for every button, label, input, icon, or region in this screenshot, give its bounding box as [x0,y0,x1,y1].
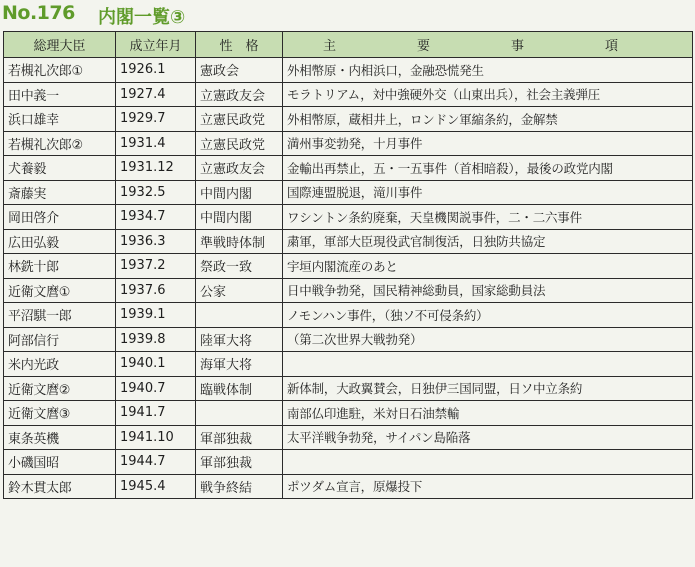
table-row [4,327,693,352]
character-cell: 陸軍大将 [196,327,283,352]
established-date-cell: 1936.3 [116,229,196,254]
established-date-cell: 1941.7 [116,401,196,426]
main-events-cell: 南部仏印進駐，米対日石油禁輸 [283,401,693,426]
established-date-cell: 1944.7 [116,450,196,475]
prime-minister-cell: 米内光政 [4,352,116,377]
established-date-cell: 1945.4 [116,474,196,499]
established-date-cell: 1939.8 [116,327,196,352]
established-date-cell: 1941.10 [116,425,196,450]
cabinet-table [3,31,693,499]
character-cell: 立憲民政党 [196,131,283,156]
main-events-cell: 粛軍，軍部大臣現役武官制復活，日独防共協定 [283,229,693,254]
established-date-cell: 1940.7 [116,376,196,401]
character-cell: 立憲民政党 [196,107,283,132]
character-cell: 海軍大将 [196,352,283,377]
main-events-cell [283,450,693,475]
prime-minister-cell: 東条英機 [4,425,116,450]
table-row [4,303,693,328]
established-date-cell: 1927.4 [116,82,196,107]
table-row [4,278,693,303]
established-date-cell: 1940.1 [116,352,196,377]
prime-minister-cell: 広田弘毅 [4,229,116,254]
table-row [4,376,693,401]
table-row [4,401,693,426]
table-row [4,229,693,254]
header-prime-minister: 総理大臣 [4,32,116,58]
header-main-events: 主 要 事 項 [283,32,693,58]
character-cell: 憲政会 [196,58,283,83]
page-title: 内閣一覧③ [98,7,186,28]
prime-minister-cell: 若槻礼次郎① [4,58,116,83]
prime-minister-cell: 阿部信行 [4,327,116,352]
established-date-cell: 1932.5 [116,180,196,205]
established-date-cell: 1934.7 [116,205,196,230]
established-date-cell: 1931.12 [116,156,196,181]
main-events-cell: ノモンハン事件，（独ソ不可侵条約） [283,303,693,328]
page-number: No.176 [2,2,75,24]
character-cell: 公家 [196,278,283,303]
main-events-cell: 外相幣原・内相浜口，金融恐慌発生 [283,58,693,83]
prime-minister-cell: 鈴木貫太郎 [4,474,116,499]
table-row [4,58,693,83]
main-events-cell: 新体制，大政翼賛会，日独伊三国同盟，日ソ中立条約 [283,376,693,401]
prime-minister-cell: 近衛文麿③ [4,401,116,426]
prime-minister-cell: 犬養毅 [4,156,116,181]
character-cell [196,303,283,328]
main-events-cell: 外相幣原，蔵相井上，ロンドン軍縮条約，金解禁 [283,107,693,132]
table-header-row [4,32,693,58]
table-row [4,425,693,450]
established-date-cell: 1931.4 [116,131,196,156]
established-date-cell: 1929.7 [116,107,196,132]
character-cell: 立憲政友会 [196,156,283,181]
prime-minister-cell: 小磯国昭 [4,450,116,475]
character-cell: 準戦時体制 [196,229,283,254]
table-row [4,352,693,377]
main-events-cell: 太平洋戦争勃発，サイパン島陥落 [283,425,693,450]
main-events-cell: ポツダム宣言，原爆投下 [283,474,693,499]
prime-minister-cell: 浜口雄幸 [4,107,116,132]
character-cell: 軍部独裁 [196,450,283,475]
prime-minister-cell: 斎藤実 [4,180,116,205]
character-cell: 中間内閣 [196,180,283,205]
table-row [4,82,693,107]
table-row [4,131,693,156]
character-cell: 臨戦体制 [196,376,283,401]
main-events-cell [283,352,693,377]
main-events-cell: （第二次世界大戦勃発） [283,327,693,352]
established-date-cell: 1926.1 [116,58,196,83]
prime-minister-cell: 林銑十郎 [4,254,116,279]
main-events-cell: モラトリアム，対中強硬外交（山東出兵），社会主義弾圧 [283,82,693,107]
established-date-cell: 1939.1 [116,303,196,328]
main-events-cell: 宇垣内閣流産のあと [283,254,693,279]
prime-minister-cell: 平沼騏一郎 [4,303,116,328]
title-bar [0,0,695,30]
main-events-cell: 満州事変勃発，十月事件 [283,131,693,156]
main-events-cell: ワシントン条約廃棄，天皇機関説事件，二・二六事件 [283,205,693,230]
header-character: 性 格 [196,32,283,58]
character-cell: 戦争終結 [196,474,283,499]
table-row [4,450,693,475]
table-row [4,180,693,205]
character-cell: 軍部独裁 [196,425,283,450]
character-cell: 祭政一致 [196,254,283,279]
main-events-cell: 日中戦争勃発，国民精神総動員，国家総動員法 [283,278,693,303]
prime-minister-cell: 近衛文麿② [4,376,116,401]
main-events-cell: 国際連盟脱退，滝川事件 [283,180,693,205]
character-cell: 中間内閣 [196,205,283,230]
table-row [4,156,693,181]
character-cell: 立憲政友会 [196,82,283,107]
prime-minister-cell: 田中義一 [4,82,116,107]
character-cell [196,401,283,426]
prime-minister-cell: 近衛文麿① [4,278,116,303]
table-row [4,254,693,279]
header-established: 成立年月 [116,32,196,58]
table-row [4,107,693,132]
established-date-cell: 1937.2 [116,254,196,279]
established-date-cell: 1937.6 [116,278,196,303]
prime-minister-cell: 岡田啓介 [4,205,116,230]
table-row [4,474,693,499]
prime-minister-cell: 若槻礼次郎② [4,131,116,156]
table-row [4,205,693,230]
main-events-cell: 金輸出再禁止，五・一五事件（首相暗殺），最後の政党内閣 [283,156,693,181]
table-body [4,58,693,499]
